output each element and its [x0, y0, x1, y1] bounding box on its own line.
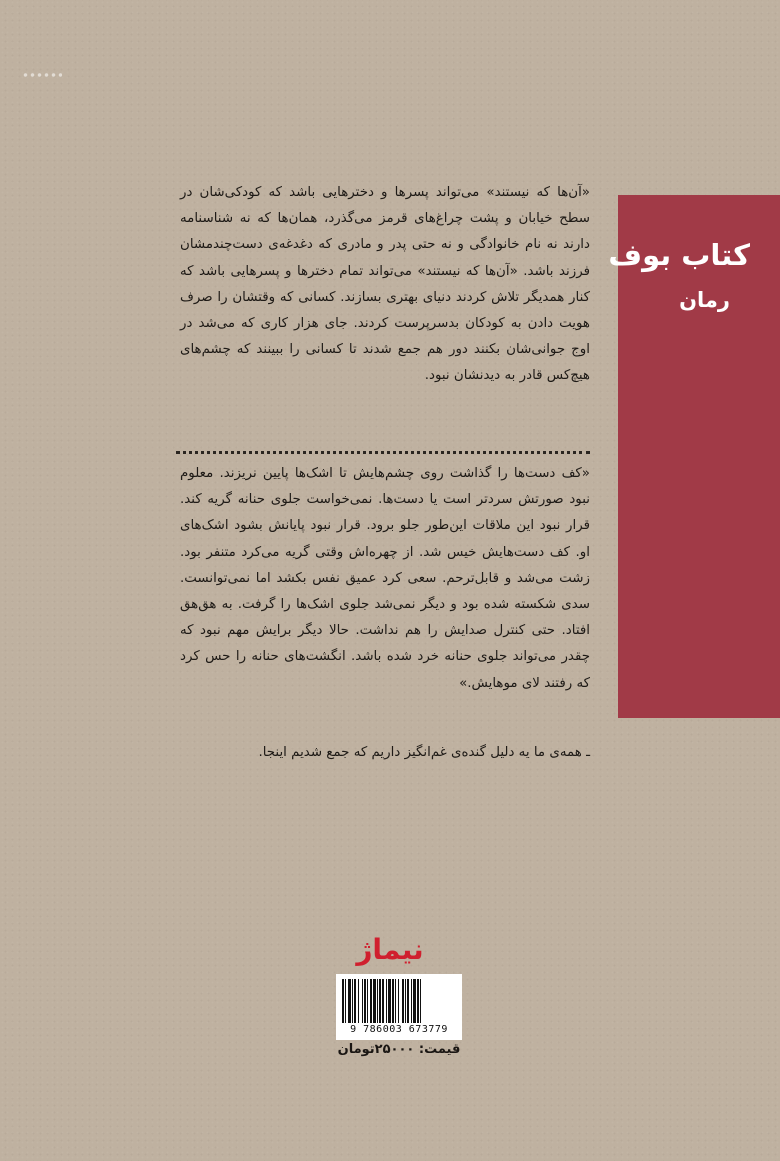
barcode-bar	[407, 979, 409, 1023]
barcode-bar	[364, 979, 366, 1023]
barcode-bar	[392, 979, 394, 1023]
excerpt-dialogue-line: ـ همه‌ی ما یه دلیل گنده‌ی غم‌انگیز داریم که جمع شدیم اینجا.	[258, 745, 590, 760]
series-title: کتاب بوف	[608, 238, 750, 272]
barcode-bar	[417, 979, 419, 1023]
barcode-bar	[358, 979, 359, 1023]
dotted-divider	[176, 451, 590, 454]
barcode-bar	[348, 979, 351, 1023]
decorative-dots	[22, 72, 62, 78]
barcode-bar	[345, 979, 346, 1023]
barcode-bar	[402, 979, 404, 1023]
barcode-bar	[386, 979, 387, 1023]
isbn-number: 9 786003 673779	[350, 1024, 448, 1035]
genre-label: رمان	[679, 288, 730, 312]
barcode-bar	[352, 979, 353, 1023]
barcode-bar	[367, 979, 368, 1023]
barcode-bar	[395, 979, 396, 1023]
barcode-bar	[405, 979, 406, 1023]
publisher-logo: نیماژ	[356, 933, 424, 966]
series-band	[618, 195, 780, 718]
barcode-bar	[370, 979, 372, 1023]
blurb-paragraph: «آن‌ها که نیستند» می‌تواند پسرها و دخترهایی باشد که کودکی‌شان در سطح خیابان و پشت چراغ‌های قرمز می‌گذرد، همان‌ها که نه شناسنامه دارند نه نام خانوادگی و نه حتی پدر و مادری که دغدغه‌ی دست‌چندمشان فرزند باشد. «آن‌ها که نیستند» می‌تواند تمام دخترها و پسرهایی باشد که کنار همدیگر تلاش کردند دنیای بهتری بسازند. کسانی که وقتشان را صرف هویت دادن به کودکان بدسرپرست کردند. جای هزار کاری که می‌شد در اوج جوانی‌شان بکنند دور هم جمع شدند تا کسانی را ببینند که چشم‌های هیچ‌کس قادر به دیدنشان نبود.	[180, 185, 590, 384]
barcode-bar	[388, 979, 391, 1023]
barcode-bar	[342, 979, 344, 1023]
excerpt-paragraph: «کف دست‌ها را گذاشت روی چشم‌هایش تا اشک‌ها پایین نریزند. معلوم نبود صورتش سردتر است یا دست‌ها. نمی‌خواست جلوی حنانه گریه کند. قرار نبود این ملاقات این‌طور جلو برود. قرار نبود پایانش بشود اشک‌های او. کف دست‌هایش خیس شد. از چهره‌اش وقتی گریه می‌کرد متنفر بود. زشت می‌شد و قابل‌ترحم. سعی کرد عمیق نفس بکشد اما نمی‌توانست. سدی شکسته شده بود و دیگر نمی‌شد جلوی اشک‌ها را گرفت. به هق‌هق افتاد. حتی کنترل صدایش را هم نداشت. حالا دیگر برایش مهم نبود که چقدر می‌تواند جلوی حنانه خرد شده باشد. انگشت‌های حنانه را حس کرد که رفتند لای موهایش.»	[180, 466, 590, 691]
barcode-bar	[362, 979, 363, 1023]
price-label: قیمت: ۲۵۰۰۰تومان	[337, 1042, 461, 1057]
barcode-bar	[354, 979, 356, 1023]
barcode-bar	[373, 979, 376, 1023]
barcode-bar	[377, 979, 378, 1023]
barcode-bars	[342, 979, 456, 1023]
barcode-bar	[413, 979, 416, 1023]
barcode-bar	[420, 979, 421, 1023]
barcode-bar	[398, 979, 399, 1023]
barcode-bar	[382, 979, 384, 1023]
barcode-bar	[379, 979, 381, 1023]
barcode-bar	[411, 979, 412, 1023]
barcode	[336, 974, 462, 1040]
